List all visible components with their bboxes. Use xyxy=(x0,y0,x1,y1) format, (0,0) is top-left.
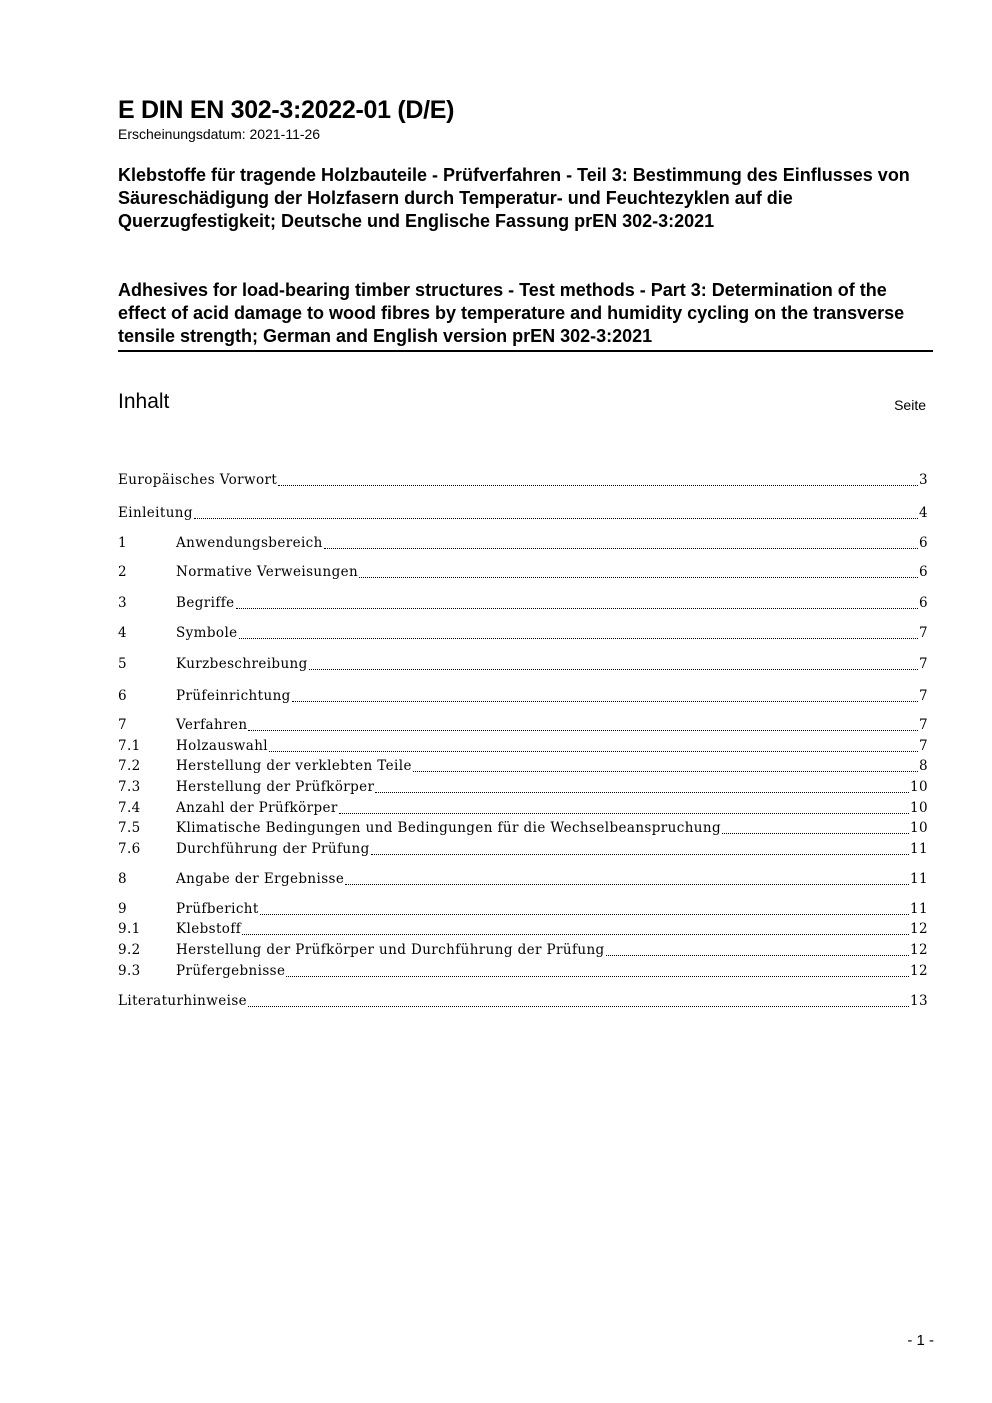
toc-dot-leader xyxy=(242,933,909,935)
toc-entry-title: Anzahl der Prüfkörper xyxy=(176,800,338,816)
toc-entry-number: 7.5 xyxy=(118,820,141,836)
toc-entry[interactable] xyxy=(118,535,928,554)
toc-dot-leader xyxy=(324,547,918,549)
toc-entry-page: 6 xyxy=(919,535,928,551)
toc-entry-number: 9.2 xyxy=(118,942,141,958)
toc-dot-leader xyxy=(292,700,918,702)
toc-entry-page: 3 xyxy=(919,472,928,488)
toc-entry-title: Klimatische Bedingungen und Bedingungen für die Wechselbeanspruchung xyxy=(176,820,722,836)
toc-entry-page: 10 xyxy=(910,800,928,816)
toc-entry-page: 8 xyxy=(919,758,928,774)
toc-entry-page: 10 xyxy=(910,779,928,795)
toc-dot-leader xyxy=(339,812,909,814)
toc-dot-leader xyxy=(248,1005,909,1007)
toc-entry-number: 3 xyxy=(118,595,127,611)
toc-dot-leader xyxy=(371,853,909,855)
toc-entry-title: Literaturhinweise xyxy=(118,993,248,1009)
toc-entry-page: 7 xyxy=(919,688,928,704)
toc-entry-page: 11 xyxy=(910,871,928,887)
toc-entry-title: Angabe der Ergebnisse xyxy=(176,871,345,887)
toc-entry-number: 5 xyxy=(118,656,127,672)
toc-entry-title: Klebstoff xyxy=(176,921,242,937)
toc-entry-number: 9.3 xyxy=(118,963,141,979)
toc-entry-title: Europäisches Vorwort xyxy=(118,472,278,488)
toc-entry-title: Normative Verweisungen xyxy=(176,564,359,580)
toc-entry[interactable] xyxy=(118,921,928,940)
toc-entry-page: 11 xyxy=(910,901,928,917)
toc-entry-number: 9 xyxy=(118,901,127,917)
toc-entry[interactable] xyxy=(118,564,928,583)
toc-entry-title: Verfahren xyxy=(176,717,248,733)
toc-entry-number: 1 xyxy=(118,535,127,551)
toc-entry-number: 7.4 xyxy=(118,800,141,816)
toc-entry-number: 7 xyxy=(118,717,127,733)
toc-entry-page: 7 xyxy=(919,717,928,733)
toc-entry-page: 13 xyxy=(910,993,928,1009)
toc-dot-leader xyxy=(345,883,909,885)
toc-entry[interactable] xyxy=(118,871,928,890)
page-column-heading: Seite xyxy=(894,397,926,413)
toc-entry-title: Herstellung der verklebten Teile xyxy=(176,758,412,774)
toc-entry[interactable] xyxy=(118,717,928,736)
toc-entry-page: 10 xyxy=(910,820,928,836)
publication-date: Erscheinungsdatum: 2021-11-26 xyxy=(118,126,321,142)
toc-dot-leader xyxy=(248,729,918,731)
toc-entry[interactable] xyxy=(118,758,928,777)
toc-entry-page: 7 xyxy=(919,656,928,672)
toc-dot-leader xyxy=(260,913,909,915)
toc-dot-leader xyxy=(269,750,918,752)
toc-dot-leader xyxy=(375,791,909,793)
toc-entry-page: 12 xyxy=(910,942,928,958)
toc-entry-title: Einleitung xyxy=(118,505,193,521)
toc-entry-page: 12 xyxy=(910,921,928,937)
toc-entry-number: 7.1 xyxy=(118,738,141,754)
toc-entry[interactable] xyxy=(118,901,928,920)
table-of-contents xyxy=(118,0,928,1403)
toc-dot-leader xyxy=(239,637,918,639)
toc-entry-number: 2 xyxy=(118,564,127,580)
title-german: Klebstoffe für tragende Holzbauteile - Prüfverfahren - Teil 3: Bestimmung des Einflusses von Säureschädigung der Holzfasern durch Temperatur- und Feuchtezyklen auf die Querzugfestigkeit; Deutsche und Englische Fassung prEN 302-3:2021 xyxy=(118,165,910,231)
toc-dot-leader xyxy=(236,607,918,609)
toc-entry-number: 6 xyxy=(118,688,127,704)
toc-entry-title: Anwendungsbereich xyxy=(176,535,323,551)
toc-entry[interactable] xyxy=(118,688,928,707)
toc-entry-page: 4 xyxy=(919,505,928,521)
toc-entry-page: 7 xyxy=(919,625,928,641)
toc-entry[interactable] xyxy=(118,472,928,491)
toc-dot-leader xyxy=(359,576,918,578)
document-id: E DIN EN 302-3:2022-01 (D/E) xyxy=(118,96,455,124)
toc-entry-page: 6 xyxy=(919,564,928,580)
toc-entry[interactable] xyxy=(118,841,928,860)
toc-entry-number: 7.6 xyxy=(118,841,141,857)
toc-entry[interactable] xyxy=(118,942,928,961)
toc-entry-title: Symbole xyxy=(176,625,238,641)
toc-entry-title: Kurzbeschreibung xyxy=(176,656,308,672)
toc-entry-number: 7.3 xyxy=(118,779,141,795)
toc-dot-leader xyxy=(722,832,909,834)
toc-dot-leader xyxy=(278,484,918,486)
toc-entry[interactable] xyxy=(118,820,928,839)
toc-entry-number: 9.1 xyxy=(118,921,141,937)
toc-entry-title: Herstellung der Prüfkörper und Durchführung der Prüfung xyxy=(176,942,605,958)
toc-entry-title: Durchführung der Prüfung xyxy=(176,841,370,857)
toc-entry-page: 6 xyxy=(919,595,928,611)
footer-page-number: - 1 - xyxy=(907,1332,934,1349)
toc-entry-number: 7.2 xyxy=(118,758,141,774)
toc-entry-title: Prüfeinrichtung xyxy=(176,688,291,704)
toc-entry-title: Prüfbericht xyxy=(176,901,259,917)
toc-entry-title: Begriffe xyxy=(176,595,235,611)
toc-entry[interactable] xyxy=(118,800,928,819)
toc-dot-leader xyxy=(606,954,909,956)
toc-entry[interactable] xyxy=(118,779,928,798)
toc-entry[interactable] xyxy=(118,505,928,524)
toc-entry-title: Herstellung der Prüfkörper xyxy=(176,779,375,795)
toc-entry-title: Prüfergebnisse xyxy=(176,963,286,979)
toc-dot-leader xyxy=(286,975,909,977)
toc-dot-leader xyxy=(309,668,918,670)
toc-entry-title: Holzauswahl xyxy=(176,738,269,754)
toc-entry-number: 4 xyxy=(118,625,127,641)
toc-dot-leader xyxy=(413,770,918,772)
toc-entry-page: 7 xyxy=(919,738,928,754)
toc-entry[interactable] xyxy=(118,738,928,757)
toc-dot-leader xyxy=(194,517,918,519)
toc-entry[interactable] xyxy=(118,625,928,644)
toc-entry[interactable] xyxy=(118,656,928,675)
toc-entry[interactable] xyxy=(118,993,928,1012)
toc-entry-number: 8 xyxy=(118,871,127,887)
contents-heading: Inhalt xyxy=(118,390,170,413)
toc-entry[interactable] xyxy=(118,595,928,614)
toc-entry[interactable] xyxy=(118,963,928,982)
toc-entry-page: 12 xyxy=(910,963,928,979)
title-english: Adhesives for load-bearing timber structures - Test methods - Part 3: Determination of the effect of acid damage to wood fibres by temperature and humidity cycling on the transverse tensile strength; German and English version prEN 302-3:2021 xyxy=(118,279,933,352)
toc-entry-page: 11 xyxy=(910,841,928,857)
